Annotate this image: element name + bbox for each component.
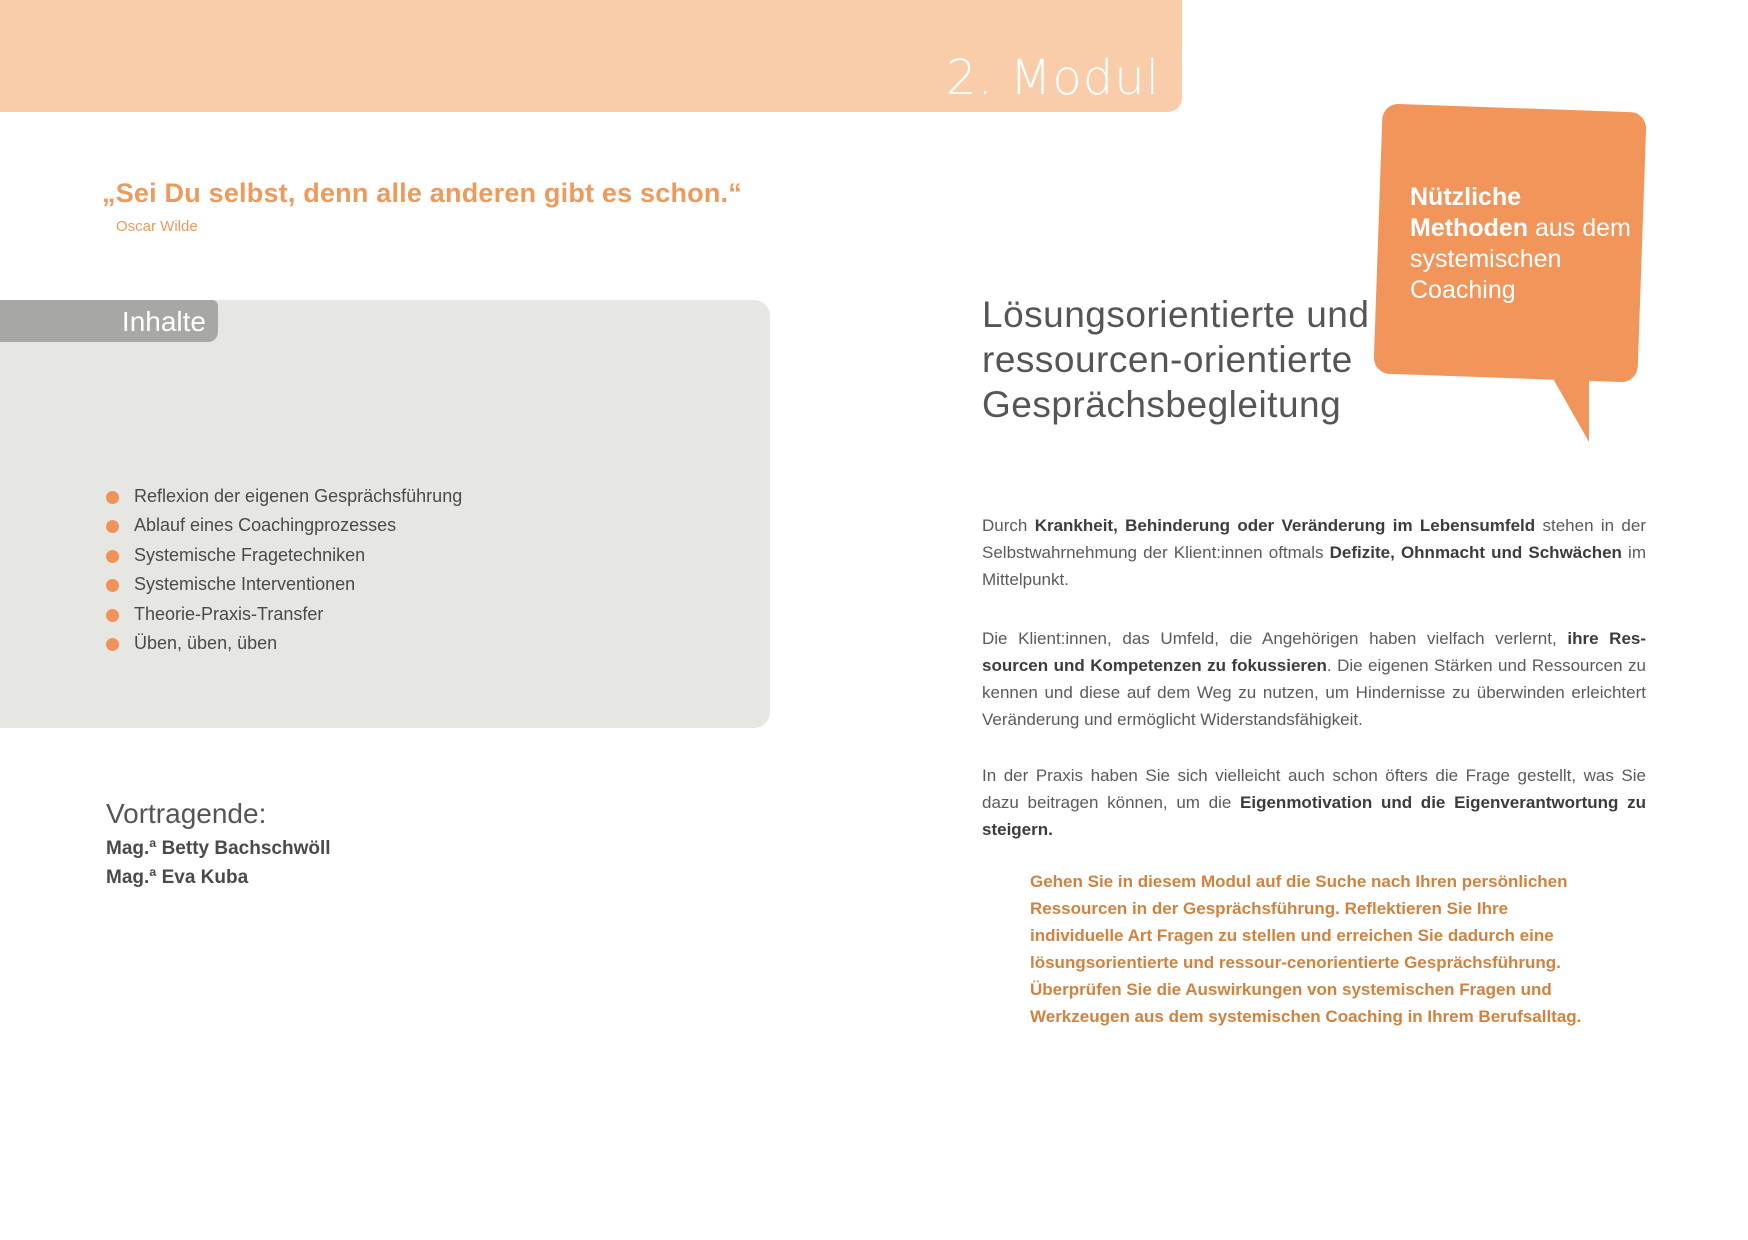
bullet-icon: [106, 579, 119, 592]
list-item: [106, 482, 462, 511]
text-bold: Krankheit, Behinderung oder Veränderung im Lebensumfeld: [1034, 516, 1536, 535]
speaker-name: Mag.ª Eva Kuba: [106, 867, 249, 888]
bullet-icon: [106, 520, 119, 533]
paragraph-1: [982, 512, 1646, 593]
quote-author: Oscar Wilde: [116, 218, 198, 235]
speaker-name: Mag.ª Betty Bachschwöll: [106, 838, 331, 859]
bullet-icon: [106, 638, 119, 651]
bubble-bold-text: Nützliche Methoden: [1410, 183, 1529, 242]
list-item-label: Theorie-Praxis-Transfer: [134, 603, 324, 624]
contents-tab-label: Inhalte: [121, 306, 206, 337]
speakers-title: Vortragende:: [106, 798, 267, 829]
paragraph-3: [982, 762, 1646, 843]
paragraph-2: [982, 625, 1646, 733]
contents-list: [106, 482, 462, 658]
list-item-label: Reflexion der eigenen Gesprächsführung: [134, 486, 463, 506]
quote-text: „Sei Du selbst, denn alle anderen gibt es schon.“: [102, 178, 742, 208]
module-banner: [0, 0, 1182, 112]
bubble-rest-text: aus dem systemischen Coaching: [1410, 214, 1631, 304]
list-item: [106, 600, 462, 629]
text-bold: ihre Res-sourcen und Kompetenzen zu fokussieren: [982, 629, 1647, 675]
list-item-label: Ablauf eines Coachingprozesses: [134, 515, 397, 536]
highlight-paragraph: Gehen Sie in diesem Modul auf die Suche nach Ihren persönlichen Ressourcen in der Gesprächsführung. Reflektieren Sie Ihre individuelle Art Fragen zu stellen und erreichen Sie dadurch eine lösungsorientierte und ressour-cenorientierte Gesprächsführung. Überprüfen Sie die Auswirkungen von systemischen Fragen und Werkzeugen aus dem systemischen Coaching in Ihrem Berufsalltag.: [1030, 872, 1582, 1026]
text-bold: Defizite, Ohnmacht und Schwächen: [1329, 543, 1622, 562]
module-title: 2. Modul: [945, 50, 1160, 106]
text-run: Durch: [982, 516, 1035, 535]
text-bold: Eigenmotivation und die Eigenverantwortung zu steigern.: [982, 793, 1646, 839]
bullet-icon: [106, 550, 119, 563]
speech-bubble-text: [1410, 182, 1640, 306]
bullet-icon: [106, 491, 119, 504]
text-run: im Mittelpunkt.: [982, 543, 1646, 589]
text-run: . Die eigenen Stärken und Ressourcen zu kennen und diese auf dem Weg zu nutzen, um Hindernisse zu überwinden erleichtert Veränderung und ermöglicht Widerstandsfähigkeit.: [982, 656, 1646, 729]
list-item: [106, 511, 462, 540]
list-item: [106, 541, 462, 570]
list-item-label: Üben, üben, üben: [134, 632, 278, 653]
text-run: In der Praxis haben Sie sich vielleicht auch schon öfters die Frage gestellt, was Sie dazu beitragen können, um die: [982, 766, 1646, 812]
text-run: stehen in der Selbstwahrnehmung der Klient:innen oftmals: [982, 516, 1646, 562]
list-item-label: Systemische Interventionen: [134, 574, 356, 595]
text-run: Die Klient:innen, das Umfeld, die Angehörigen haben vielfach verlernt,: [982, 629, 1568, 648]
list-item: [106, 629, 462, 658]
bullet-icon: [106, 609, 119, 622]
list-item: [106, 570, 462, 599]
contents-tab: [0, 300, 218, 342]
speech-bubble-tail: [1547, 368, 1589, 442]
page-title: Lösungsorientierte und ressourcen-orientierte Gesprächsbegleitung: [982, 294, 1370, 425]
list-item-label: Systemische Fragetechniken: [134, 544, 366, 565]
